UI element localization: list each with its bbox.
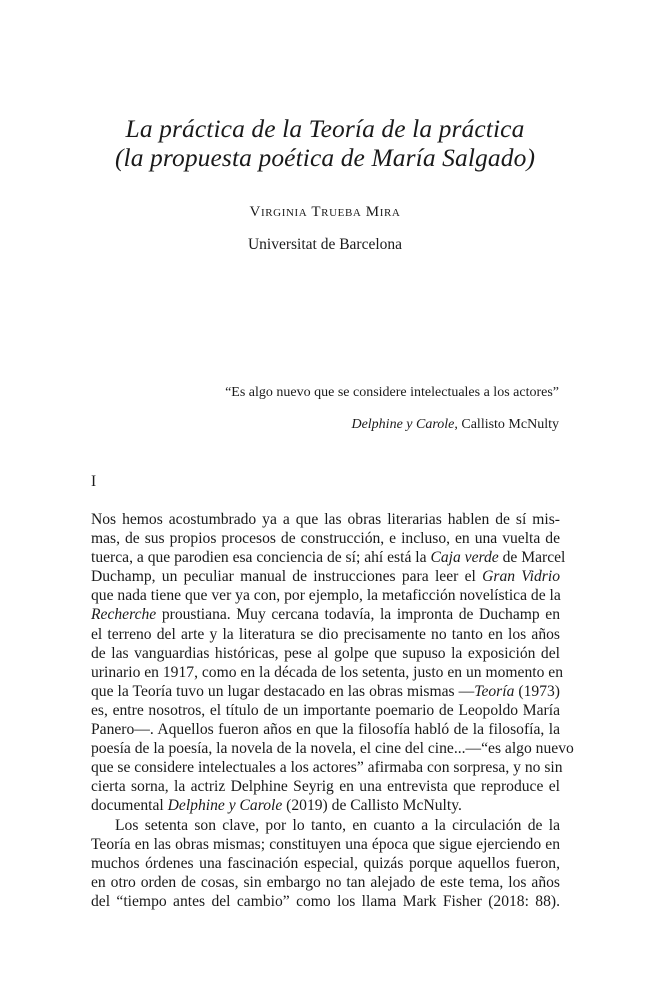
body-line — [91, 682, 560, 701]
body-line-text: Los setenta son clave, por lo tanto, en cuanto a la circulación de la — [115, 816, 560, 834]
body-line-text: Duchamp, un peculiar manual de instrucciones para leer el — [91, 568, 483, 586]
body-line-text: de las vanguardias históricas, pese al golpe que supuso la exposición del — [91, 644, 560, 662]
body-line-text: que nada tiene que ver ya con, por ejemplo, la metaficción novelística de la — [91, 587, 561, 605]
body-line — [91, 854, 560, 873]
body-line-italic: Recherche — [91, 606, 157, 624]
body-line — [91, 625, 560, 644]
body-line-text: Panero—. Aquellos fueron años en que la filosofía habló de la filosofía, la — [91, 721, 560, 739]
body-line-text: documental — [91, 797, 168, 815]
body-line — [91, 720, 560, 739]
body-line-italic: Teoría — [474, 682, 515, 700]
body-line — [91, 586, 560, 605]
body-line — [91, 701, 560, 720]
body-line-text: (2019) de Callisto McNulty. — [282, 797, 462, 815]
body-line-text: cierta sorna, la actriz Delphine Seyrig en una entrevista que reproduce el — [91, 778, 560, 796]
body-line-text: el terreno del arte y la literatura se dio precisamente no tanto en los años — [91, 625, 560, 643]
body-line — [91, 816, 560, 835]
body-line — [91, 644, 560, 663]
epigraph-source — [351, 417, 559, 433]
author-name: Virginia Trueba Mira — [249, 204, 401, 220]
body-line — [91, 739, 574, 758]
body-line-text: tuerca, a que parodien esa conciencia de sí; ahí está la — [91, 549, 431, 567]
body-line — [91, 548, 566, 567]
body-line — [91, 873, 560, 892]
body-line — [91, 758, 563, 777]
body-line-text: del “tiempo antes del cambio” como los llama Mark Fisher (2018: 88). — [91, 892, 560, 910]
body-line — [91, 567, 560, 586]
body-line-italic: Delphine y Carole — [167, 797, 283, 815]
body-line-text: proustiana. Muy cercana todavía, la impronta de Duchamp en — [156, 606, 560, 624]
body-line-text: muchos órdenes una fascinación especial, quizás porque aquellos fueron, — [91, 854, 560, 872]
body-line-text: de Marcel — [498, 549, 566, 567]
body-line-text: (1973) — [514, 682, 560, 700]
epigraph-source-title: Delphine y Carole — [351, 417, 455, 432]
body-line-text: poesía de la poesía, la novela de la novela, el cine del cine...—“es algo nuevo — [91, 740, 574, 758]
body-line-text: en otro orden de cosas, sin embargo no tan alejado de este tema, los años — [91, 873, 560, 891]
body-line — [91, 529, 560, 548]
body-line — [91, 510, 560, 529]
body-line — [91, 605, 560, 624]
body-line-text: que la Teoría tuvo un lugar destacado en las obras mismas — — [91, 682, 475, 700]
epigraph-quote: “Es algo nuevo que se considere intelectuales a los actores” — [225, 385, 559, 400]
body-line — [91, 892, 560, 911]
article-title-line-1: La práctica de la Teoría de la práctica — [125, 114, 525, 143]
epigraph-source-author: , Callisto McNulty — [454, 417, 559, 432]
body-text — [91, 510, 574, 911]
body-line-text: Teoría en las obras mismas; constituyen una época que sigue ejerciendo en — [91, 835, 560, 853]
body-line — [91, 777, 560, 796]
body-line-italic: Gran Vidrio — [482, 568, 560, 586]
body-line-text: Nos hemos acostumbrado ya a que las obras literarias hablen de sí mis- — [91, 511, 560, 528]
article-title-line-2: (la propuesta poética de María Salgado) — [114, 143, 536, 172]
body-line-italic: Caja verde — [430, 549, 499, 567]
body-line-text: que se considere intelectuales a los actores” afirmaba con sorpresa, y no sin — [91, 759, 563, 777]
author-affiliation: Universitat de Barcelona — [247, 236, 403, 253]
body-line-text: urinario en 1917, como en la década de los setenta, justo en un momento en — [91, 663, 564, 681]
body-line-text: mas, de sus propios procesos de construcción, e incluso, en una vuelta de — [91, 530, 560, 548]
body-line — [91, 835, 560, 854]
body-line — [91, 796, 560, 815]
body-line — [91, 663, 564, 682]
section-number: I — [91, 473, 97, 490]
body-line-text: es, entre nosotros, el título de un importante poemario de Leopoldo María — [91, 701, 560, 719]
